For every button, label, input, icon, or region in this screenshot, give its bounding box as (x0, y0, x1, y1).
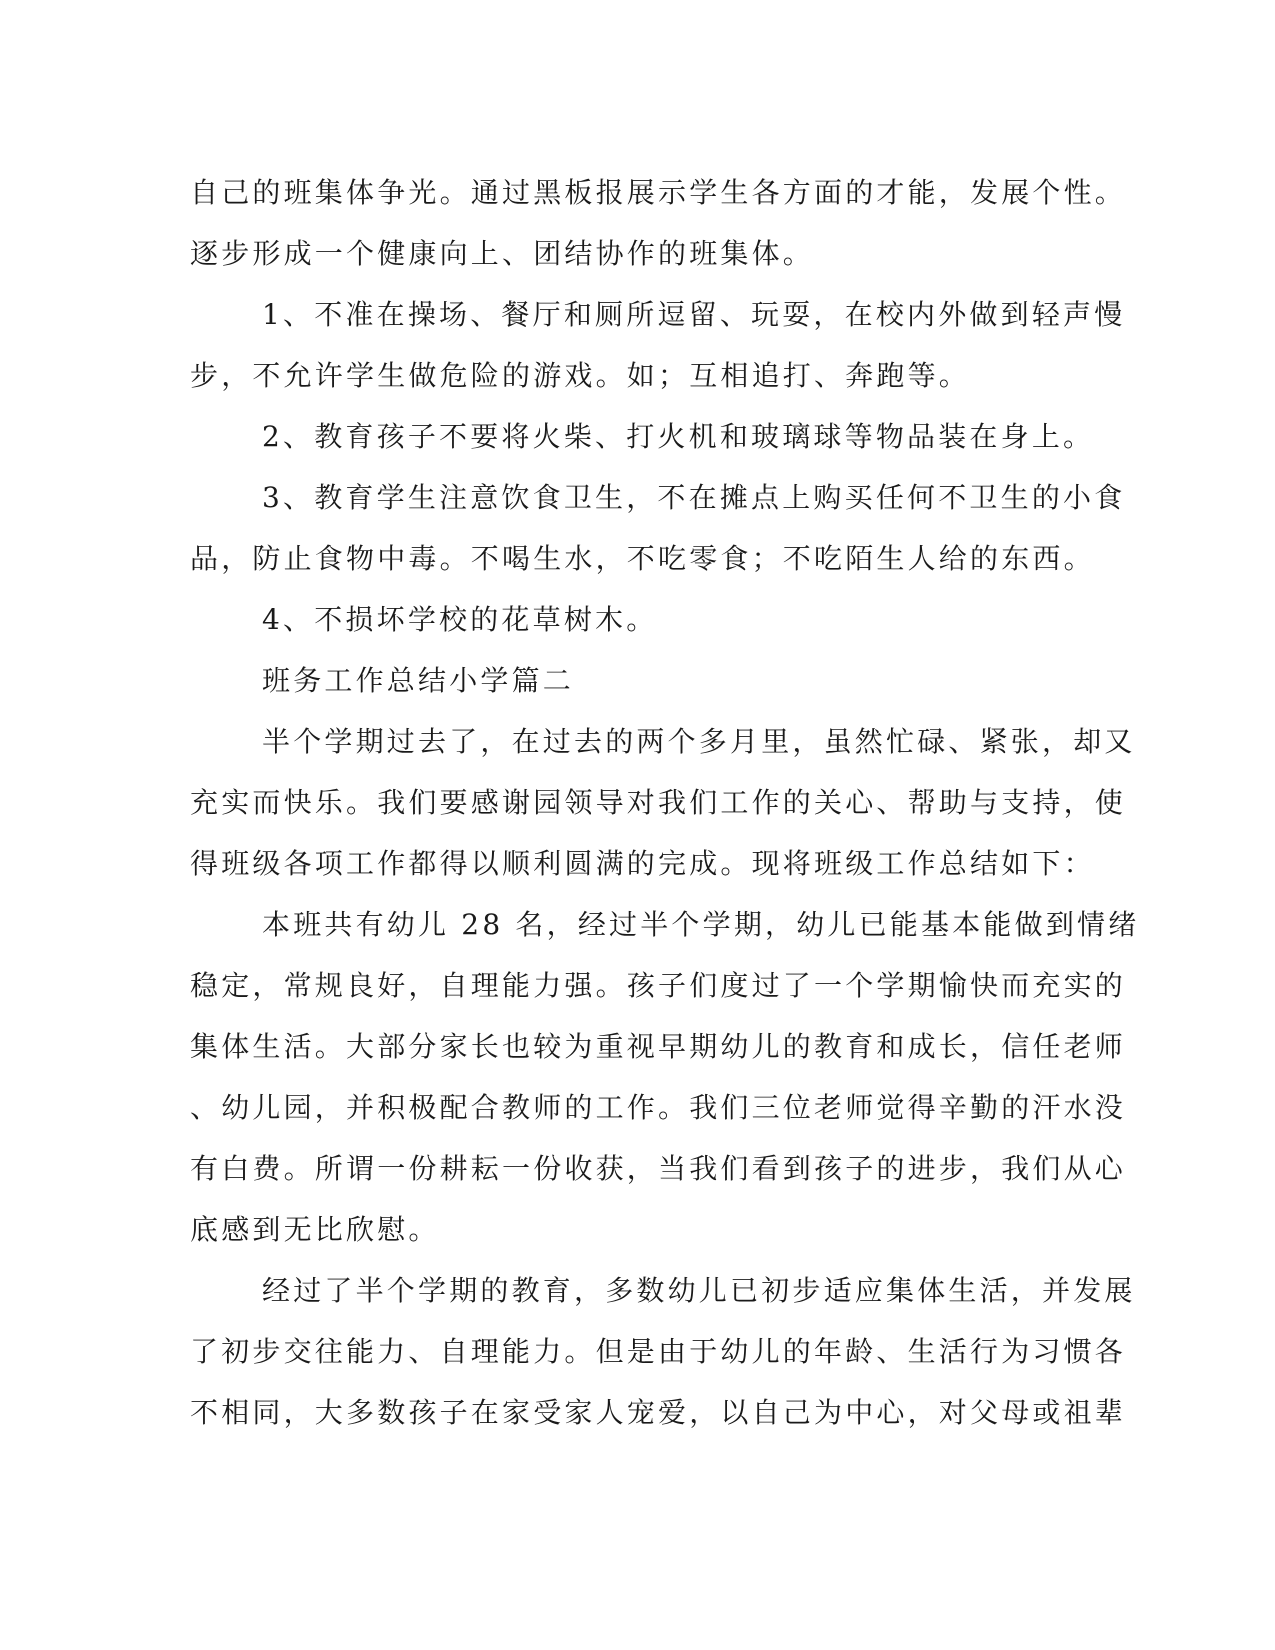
text-line: 3、教育学生注意饮食卫生，不在摊点上购买任何不卫生的小食 (262, 481, 1126, 514)
text-line: 2、教育孩子不要将火柴、打火机和玻璃球等物品装在身上。 (262, 420, 1095, 453)
text-line: 1、不准在操场、餐厅和厕所逗留、玩耍，在校内外做到轻声慢 (262, 298, 1126, 331)
text-line: 不相同，大多数孩子在家受家人宠爱，以自己为中心，对父母或祖辈 (190, 1396, 1127, 1429)
text-line: 集体生活。大部分家长也较为重视早期幼儿的教育和成长，信任老师 (190, 1030, 1127, 1063)
section-heading: 班务工作总结小学篇二 (262, 664, 575, 697)
text-line: 有白费。所谓一份耕耘一份收获，当我们看到孩子的进步，我们从心 (190, 1152, 1127, 1185)
document-body (190, 162, 1140, 1443)
text-line: 得班级各项工作都得以顺利圆满的完成。现将班级工作总结如下： (190, 847, 1095, 880)
text-line: 品，防止食物中毒。不喝生水，不吃零食；不吃陌生人给的东西。 (190, 542, 1095, 575)
text-line: 经过了半个学期的教育，多数幼儿已初步适应集体生活，并发展 (262, 1274, 1136, 1307)
text-line: 本班共有幼儿 28 名，经过半个学期，幼儿已能基本能做到情绪 (262, 908, 1140, 941)
text-line: 了初步交往能力、自理能力。但是由于幼儿的年龄、生活行为习惯各 (190, 1335, 1127, 1368)
text-line: 半个学期过去了，在过去的两个多月里，虽然忙碌、紧张，却又 (262, 725, 1136, 758)
text-line: 自己的班集体争光。通过黑板报展示学生各方面的才能，发展个性。 (190, 176, 1127, 209)
text-line: 、幼儿园，并积极配合教师的工作。我们三位老师觉得辛勤的汗水没 (190, 1091, 1127, 1124)
text-line: 底感到无比欣慰。 (190, 1213, 440, 1246)
text-line: 4、不损坏学校的花草树木。 (262, 603, 658, 636)
text-line: 步，不允许学生做危险的游戏。如；互相追打、奔跑等。 (190, 359, 971, 392)
text-line: 充实而快乐。我们要感谢园领导对我们工作的关心、帮助与支持，使 (190, 786, 1127, 819)
text-line: 逐步形成一个健康向上、团结协作的班集体。 (190, 237, 815, 270)
text-line: 稳定，常规良好，自理能力强。孩子们度过了一个学期愉快而充实的 (190, 969, 1127, 1002)
